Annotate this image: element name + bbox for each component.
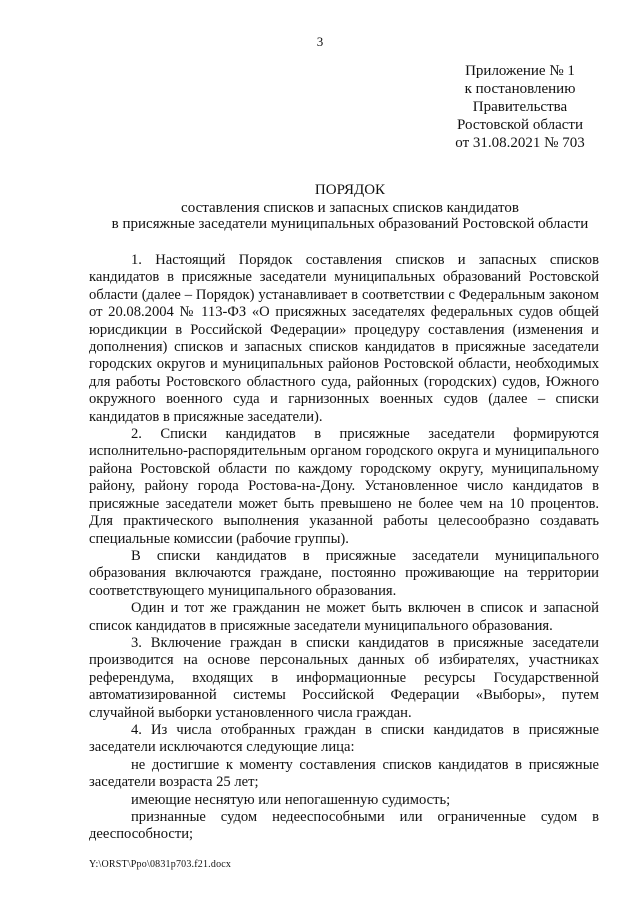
appendix-line: Приложение № 1: [465, 63, 575, 79]
paragraph: имеющие неснятую или непогашенную судимость;: [131, 791, 451, 808]
appendix-line: к постановлению: [464, 81, 576, 97]
document-body: [89, 252, 599, 844]
title-line: в присяжные заседатели муниципальных образований Ростовской области: [111, 216, 589, 232]
title-line: составления списков и запасных списков кандидатов: [181, 200, 519, 216]
paragraph: признанные судом недееспособными или ограниченные судом в дееспособности;: [89, 809, 599, 843]
paragraph: 3. Включение граждан в списки кандидатов в присяжные заседатели производится на основе персональных данных об избирателях, участниках референдума, входящих в информационные ресурсы Государственной автоматизированной системы Российской Федерации «Выборы», путем случайной выборки установленного числа граждан.: [89, 634, 599, 721]
paragraph: не достигшие к моменту составления списков кандидатов в присяжные заседатели возраста 25 лет;: [89, 756, 599, 791]
appendix-block: [430, 62, 610, 152]
appendix-line: Правительства: [472, 99, 568, 115]
paragraph: Один и тот же гражданин не может быть включен в список и запасной список кандидатов в присяжные заседатели муниципального образования.: [89, 600, 599, 634]
paragraph: 1. Настоящий Порядок составления списков и запасных списков кандидатов в присяжные заседатели муниципальных образований Ростовской области (далее – Порядок) устанавливает в соответствии с Федеральным законом от 20.08.2004 № 113-ФЗ «О присяжных заседателях федеральных судов общей юрисдикции в Российской Федерации» процедуру составления (изменения и дополнения) списков и запасных списков кандидатов в присяжные заседатели городских округов и муниципальных районов Ростовской области, необходимых для работы Ростовского областного суда, районных (городских) судов, Южного окружного военного суда и гарнизонных военных судов (далее – списки кандидатов в присяжные заседатели).: [89, 252, 599, 425]
document-title: [80, 182, 620, 232]
paragraph: В списки кандидатов в присяжные заседатели муниципального образования включаются граждане, постоянно проживающие на территории соответствующего муниципального образования.: [89, 547, 599, 599]
title-heading: ПОРЯДОК: [314, 182, 386, 198]
appendix-line: от 31.08.2021 № 703: [455, 135, 585, 151]
paragraph: 2. Списки кандидатов в присяжные заседатели формируются исполнительно-распорядительным органом городского округа и муниципального района Ростовской области по каждому городскому округу, муниципальному району, району города Ростова-на-Дону. Установленное число кандидатов в присяжные заседатели может быть превышено не более чем на 10 процентов. Для практического выполнения указанной работы целесообразно создавать специальные комиссии (рабочие группы).: [89, 426, 599, 547]
file-path-footer: Y:\ORST\Ppo\0831p703.f21.docx: [89, 859, 232, 870]
appendix-line: Ростовской области: [457, 117, 583, 133]
page-number: 3: [316, 34, 324, 49]
paragraph: 4. Из числа отобранных граждан в списки кандидатов в присяжные заседатели исключаются следующие лица:: [89, 721, 599, 756]
